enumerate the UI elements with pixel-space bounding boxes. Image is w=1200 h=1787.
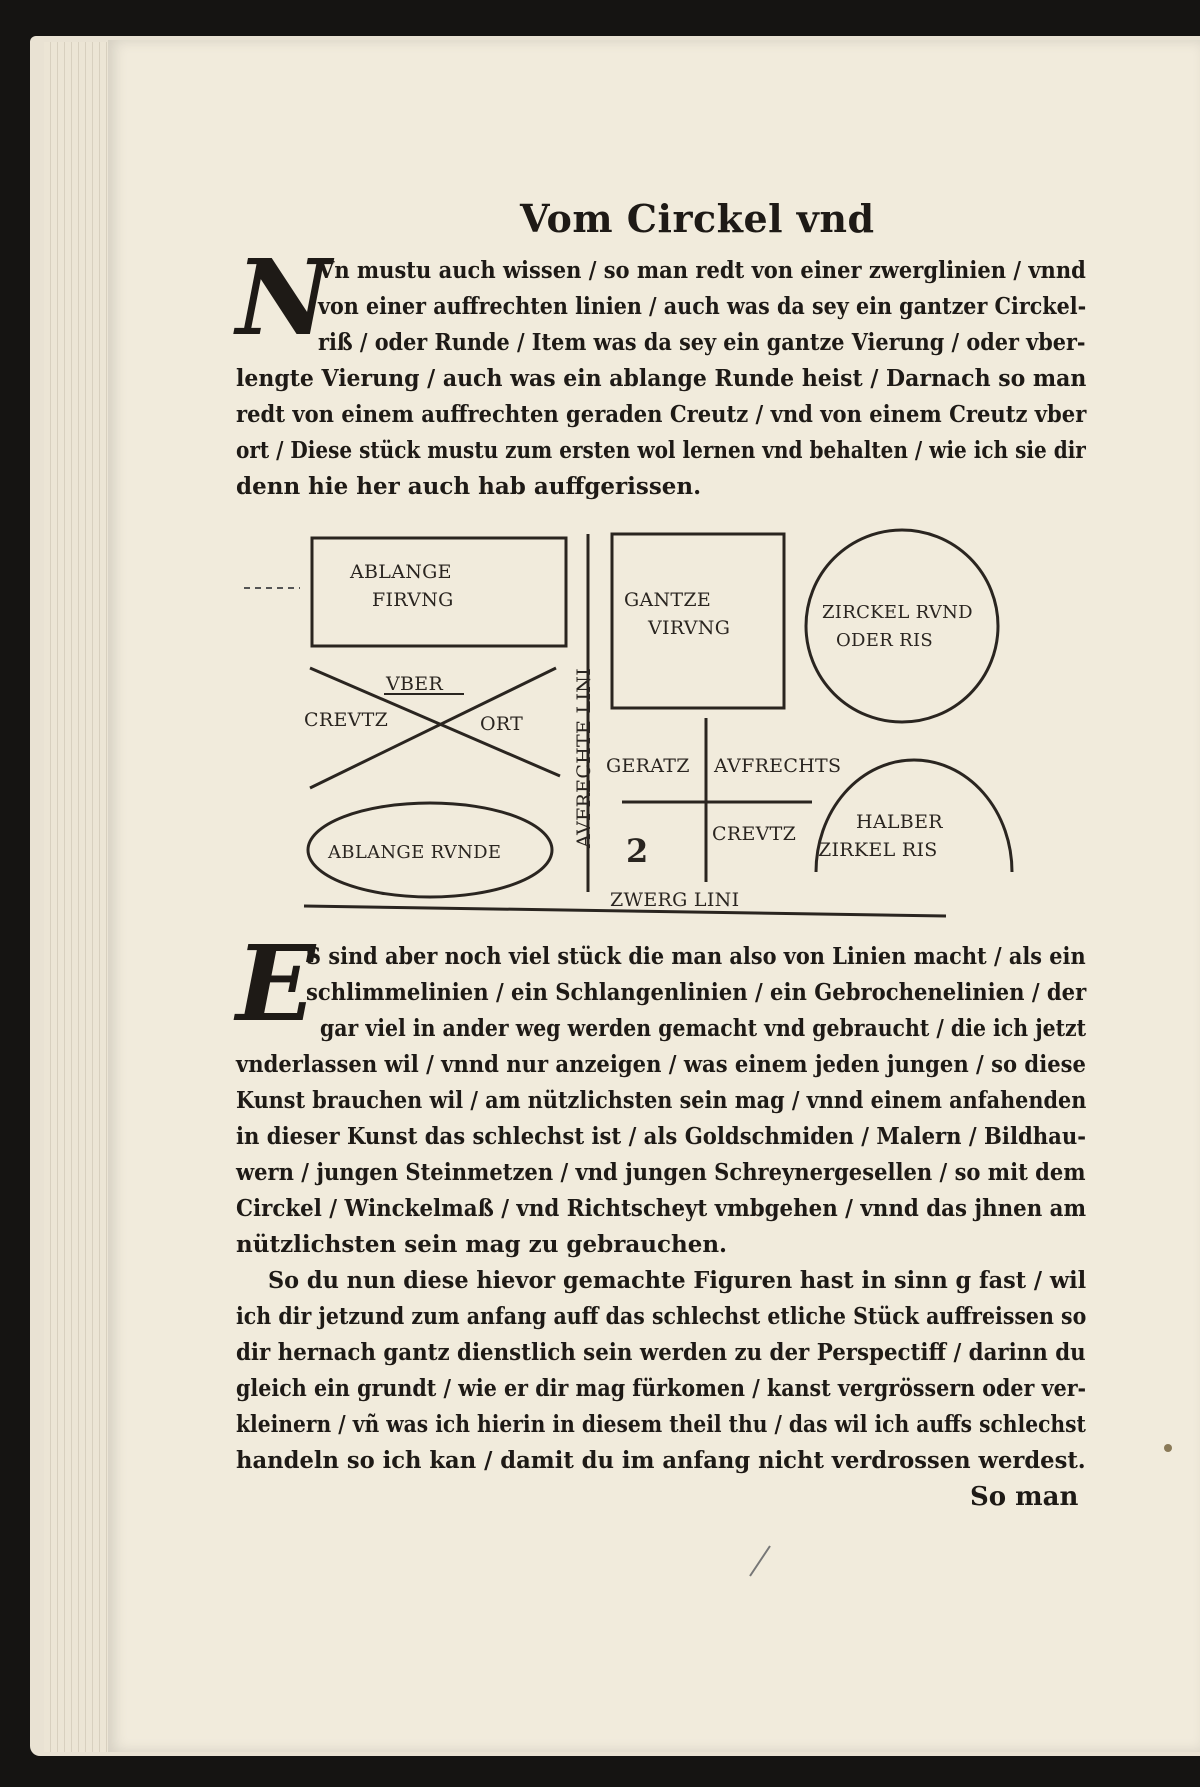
text-line: vnderlassen wil / vnnd nur anzeigen / was einem jeden jungen / so diese [236,1051,1086,1078]
label-gantze-virung-2: VIRVNG [648,617,731,639]
text-line: Kunst brauchen wil / am nützlichsten sein mag / vnnd einem anfahenden [236,1087,1087,1114]
label-zwerg-lini: ZWERG LINI [610,889,740,911]
text-line: in dieser Kunst das schlechst ist / als Goldschmiden / Malern / Bildhau- [236,1123,1087,1150]
page-title: Vom Circkel vnd [520,196,875,241]
label-creutz: CREVTZ [304,709,389,731]
text-line: Circkel / Winckelmaß / vnd Richtscheyt vmbgehen / vnnd das jhnen am [236,1195,1087,1222]
text-line: lengte Vierung / auch was ein ablange Runde heist / Darnach so man [236,365,1087,392]
text-line: wern / jungen Steinmetzen / vnd jungen Schreynergesellen / so mit dem [236,1159,1086,1186]
paper-scratch [750,1546,770,1576]
label-aufrechts: AVFRECHTS [714,755,842,777]
paper-speck [1164,1444,1172,1452]
text-line: ort / Diese stück mustu zum ersten wol lernen vnd behalten / wie ich sie dir [236,437,1086,464]
label-zirckel-2: ODER RIS [836,630,933,651]
text-line: redt von einem auffrechten geraden Creutz / vnd von einem Creutz vber [236,401,1087,428]
label-ablange-virung-2: FIRVNG [372,589,454,611]
text-line: denn hie her auch hab auffgerissen. [236,473,702,500]
text-line: dir hernach gantz dienstlich sein werden zu der Perspectiff / darinn du [236,1339,1086,1366]
text-line: gar viel in ander weg werden gemacht vnd gebraucht / die ich jetzt [320,1015,1087,1042]
zirckel-circle [806,530,998,722]
label-gantze-virung-1: GANTZE [624,589,712,611]
label-zirckel-1: ZIRCKEL RVND [822,602,973,623]
text-line: gleich ein grundt / wie er dir mag fürkomen / kanst vergrössern oder ver- [236,1375,1087,1402]
label-halber-2: ZIRKEL RIS [818,839,938,861]
label-crevtz-2: CREVTZ [712,823,797,845]
text-line: schlimmelinien / ein Schlangenlinien / ein Gebrochenelinien / der [306,979,1087,1006]
label-ort: ORT [480,713,524,735]
label-geratz: GERATZ [606,755,690,777]
text-line: nützlichsten sein mag zu gebrauchen. [236,1231,728,1258]
label-vber: VBER [386,673,444,695]
text-line: Vn mustu auch wissen / so man redt von einer zwerglinien / vnnd [318,257,1086,284]
text-line: S sind aber noch viel stück die man also von Linien macht / als ein [306,943,1086,970]
text-line: kleinern / vñ was ich hierin in diesem theil thu / das wil ich auffs schlechst [236,1411,1086,1438]
label-ablange-runde: ABLANGE RVNDE [328,842,502,863]
label-figure-number: 2 [626,832,649,870]
text-line: ich dir jetzund zum anfang auff das schlechst etliche Stück auffreissen so [236,1303,1087,1330]
label-halber-1: HALBER [856,811,943,833]
text-line: So du nun diese hievor gemachte Figuren hast in sinn g fast / wil [268,1267,1087,1294]
label-ablange-virung-1: ABLANGE [350,561,452,583]
text-line: von einer auffrechten linien / auch was da sey ein gantzer Circkel- [318,293,1087,320]
drop-cap-initial-1: N [236,236,332,359]
text-line: riß / oder Runde / Item was da sey ein gantze Vierung / oder vber- [318,329,1086,356]
catchword: So man [970,1482,1079,1512]
text-line: handeln so ich kan / damit du im anfang nicht verdrossen werdest. [236,1447,1086,1474]
label-aufrechte-lini: AVFRECHTE LINI [573,668,595,848]
drop-cap-initial-2: E [236,922,316,1045]
